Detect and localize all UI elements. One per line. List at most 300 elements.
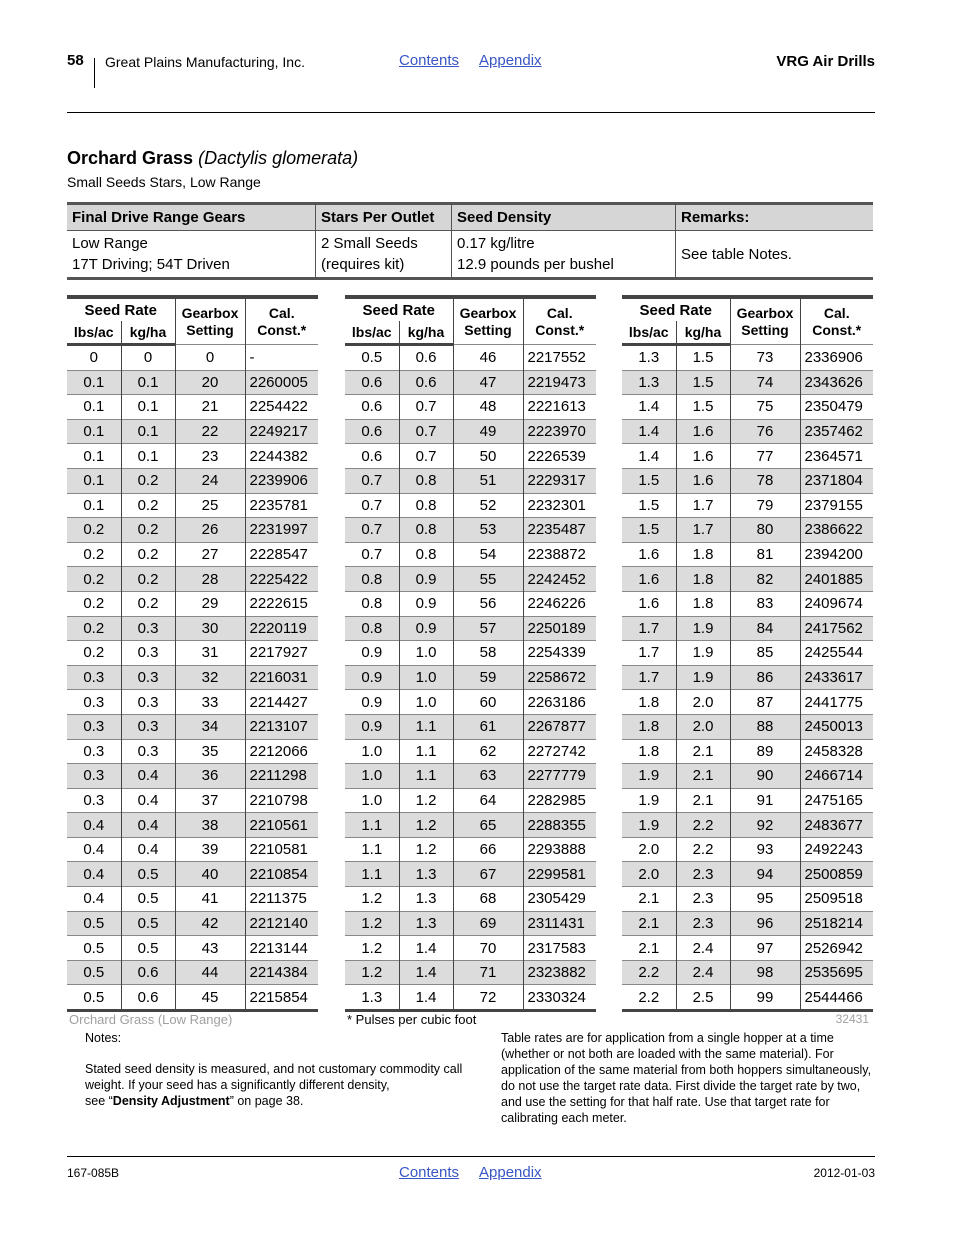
kg-ha-cell: 1.1 [399,764,453,789]
cal-const-cell: 2211375 [245,887,318,912]
table-row [622,887,873,912]
lbs-ac-cell: 1.4 [622,444,676,469]
gearbox-setting-cell: 95 [730,887,800,912]
lbs-ac-cell: 1.6 [622,567,676,592]
table-row [345,985,596,1011]
cal-const-cell: 2212066 [245,739,318,764]
gearbox-setting-cell: 92 [730,813,800,838]
gearbox-setting-cell: 60 [453,690,523,715]
table-row [622,936,873,961]
cal-const-cell: 2214427 [245,690,318,715]
gearbox-setting-cell: 32 [175,665,245,690]
cal-const-cell: 2441775 [800,690,873,715]
cal-const-cell: 2343626 [800,370,873,395]
gearbox-setting-cell: 47 [453,370,523,395]
cal-const-cell: - [245,345,318,371]
summary-remarks-cell: See table Notes. [676,231,874,279]
table-row [67,370,318,395]
cal-const-cell: 2210798 [245,788,318,813]
table-row [345,862,596,887]
table-row [345,468,596,493]
cal-const-cell: 2244382 [245,444,318,469]
cal-const-cell: 2364571 [800,444,873,469]
header-divider [94,58,95,88]
gearbox-setting-cell: 44 [175,960,245,985]
lbs-ac-cell: 1.5 [622,493,676,518]
header-rule [67,112,875,113]
kg-ha-cell: 0.6 [121,985,175,1011]
table-row [345,739,596,764]
table-row [67,395,318,420]
gearbox-setting-cell: 94 [730,862,800,887]
cal-const-cell: 2214384 [245,960,318,985]
lbs-ac-cell: 0.7 [345,542,399,567]
kg-ha-cell: 0.1 [121,370,175,395]
gearbox-setting-cell: 66 [453,837,523,862]
gearbox-setting-cell: 68 [453,887,523,912]
gearbox-setting-cell: 77 [730,444,800,469]
table-row [345,370,596,395]
kg-ha-cell: 1.4 [399,960,453,985]
table-row [67,616,318,641]
cal-const-cell: 2219473 [523,370,596,395]
gearbox-setting-cell: 78 [730,468,800,493]
gearbox-setting-cell: 58 [453,641,523,666]
gearbox-setting-cell: 88 [730,714,800,739]
table-row [622,813,873,838]
lbs-ac-cell: 1.8 [622,739,676,764]
cal-const-cell: 2379155 [800,493,873,518]
cal-const-cell: 2535695 [800,960,873,985]
summary-gears-cell [67,231,316,279]
cal-const-cell: 2221613 [523,395,596,420]
cal-const-cell: 2223970 [523,419,596,444]
gearbox-setting-cell: 61 [453,714,523,739]
table-row [345,395,596,420]
lbs-ac-cell: 0.5 [67,911,121,936]
gearbox-setting-cell: 39 [175,837,245,862]
kg-ha-cell: 1.1 [399,739,453,764]
cal-const-cell: 2386622 [800,518,873,543]
cal-const-cell: 2238872 [523,542,596,567]
cal-const-cell: 2267877 [523,714,596,739]
seed-rate-table-2 [345,295,596,1012]
lbs-ac-cell: 1.7 [622,665,676,690]
table-row [67,345,318,371]
gearbox-setting-cell: 49 [453,419,523,444]
lbs-ac-cell: 2.2 [622,985,676,1011]
kg-ha-cell: 1.4 [399,936,453,961]
cal-const-cell: 2211298 [245,764,318,789]
contents-link[interactable]: Contents [399,52,460,69]
cal-const-cell: 2254422 [245,395,318,420]
lbs-ac-cell: 2.0 [622,862,676,887]
lbs-ac-cell: 0.6 [345,395,399,420]
lbs-ac-cell: 2.1 [622,936,676,961]
kg-ha-cell: 0.7 [399,444,453,469]
table-row [622,714,873,739]
gearbox-setting-cell: 98 [730,960,800,985]
kg-ha-cell: 1.0 [399,690,453,715]
cal-const-cell: 2417562 [800,616,873,641]
lbs-ac-cell: 0.9 [345,665,399,690]
table-row [622,345,873,371]
cal-const-cell: 2217552 [523,345,596,371]
table-row [67,887,318,912]
summary-header-remarks: Remarks: [676,204,874,231]
notes-page-ref: ” on page 38. [229,1094,304,1108]
lbs-ac-cell: 0.5 [67,936,121,961]
table-row [345,936,596,961]
kg-ha-cell: 0.9 [399,567,453,592]
gearbox-setting-cell: 43 [175,936,245,961]
lbs-ac-cell: 1.2 [345,911,399,936]
gearbox-setting-cell: 76 [730,419,800,444]
lbs-ac-cell: 2.1 [622,887,676,912]
gearbox-setting-cell: 90 [730,764,800,789]
gearbox-setting-cell: 82 [730,567,800,592]
kg-ha-cell: 1.7 [676,518,730,543]
table-row [622,542,873,567]
table-row [622,444,873,469]
lbs-ac-cell: 0.1 [67,419,121,444]
notes-right: Table rates are for application from a single hopper at a time (whether or not both are loaded with the same material). For application of the same material from both hoppers simultaneously, do not use the target rate data. First divide the target rate by two, and use the setting for that half rate. Use that target rate for calibrating each meter. [501,1031,872,1125]
cal-const-cell: 2500859 [800,862,873,887]
gearbox-setting-cell: 23 [175,444,245,469]
lbs-ac-cell: 1.1 [345,862,399,887]
footer-appendix-link[interactable]: Appendix [479,1164,542,1181]
gearbox-setting-cell: 70 [453,936,523,961]
table-row [622,739,873,764]
kg-ha-cell: 1.0 [399,641,453,666]
table-row [345,616,596,641]
lbs-ac-cell: 0.2 [67,641,121,666]
density-imperial: 12.9 pounds per bushel [457,256,614,273]
table-row [67,813,318,838]
summary-stars-cell [316,231,452,279]
kg-ha-cell: 1.9 [676,641,730,666]
lbs-ac-cell: 0.2 [67,567,121,592]
cal-const-cell: 2220119 [245,616,318,641]
table-row [622,911,873,936]
table-row [345,518,596,543]
table-row [67,739,318,764]
cal-const-cell: 2254339 [523,641,596,666]
gearbox-setting-cell: 93 [730,837,800,862]
cal-const-cell: 2235487 [523,518,596,543]
lbs-ac-cell: 0.3 [67,690,121,715]
kg-ha-cell: 0.3 [121,690,175,715]
table-row [622,370,873,395]
cal-const-cell: 2458328 [800,739,873,764]
gearbox-setting-cell: 33 [175,690,245,715]
table-row [345,960,596,985]
figure-id: 32431 [835,1012,869,1026]
table-row [345,665,596,690]
table-row [622,764,873,789]
lbs-ac-cell: 0.2 [67,518,121,543]
kg-ha-header: kg/ha [399,321,453,345]
table-row [67,419,318,444]
table-row [345,567,596,592]
cal-const-cell: 2258672 [523,665,596,690]
table-row [622,985,873,1011]
lbs-ac-cell: 1.8 [622,690,676,715]
gearbox-setting-cell: 97 [730,936,800,961]
gearbox-setting-cell: 59 [453,665,523,690]
table-row [67,444,318,469]
seed-rate-table-3 [622,295,873,1012]
table-row [345,887,596,912]
kg-ha-cell: 1.3 [399,887,453,912]
cal-const-cell: 2492243 [800,837,873,862]
table-row [345,641,596,666]
lbs-ac-cell: 1.2 [345,936,399,961]
cal-const-cell: 2282985 [523,788,596,813]
kg-ha-cell: 1.9 [676,665,730,690]
table-row [67,911,318,936]
table-row [622,518,873,543]
kg-ha-cell: 2.3 [676,887,730,912]
table-row [622,591,873,616]
kg-ha-cell: 0.2 [121,591,175,616]
lbs-ac-cell: 1.3 [345,985,399,1011]
gearbox-setting-cell: 86 [730,665,800,690]
kg-ha-cell: 2.3 [676,862,730,887]
cal-const-cell: 2246226 [523,591,596,616]
summary-table [67,202,873,280]
gearbox-setting-cell: 80 [730,518,800,543]
kg-ha-cell: 2.2 [676,837,730,862]
gearbox-setting-cell: 41 [175,887,245,912]
lbs-ac-cell: 1.9 [622,764,676,789]
cal-const-cell: 2242452 [523,567,596,592]
kg-ha-cell: 0.2 [121,567,175,592]
cal-const-cell: 2544466 [800,985,873,1011]
lbs-ac-cell: 1.7 [622,641,676,666]
lbs-ac-cell: 1.5 [622,468,676,493]
kg-ha-cell: 0.5 [121,911,175,936]
page-number: 58 [67,52,84,69]
gearbox-setting-cell: 57 [453,616,523,641]
kg-ha-cell: 2.2 [676,813,730,838]
cal-const-cell: 2216031 [245,665,318,690]
lbs-ac-cell: 1.0 [345,788,399,813]
table-row [622,690,873,715]
gearbox-setting-cell: 67 [453,862,523,887]
kg-ha-cell: 0.1 [121,419,175,444]
cal-const-cell: 2336906 [800,345,873,371]
lbs-ac-cell: 0.9 [345,714,399,739]
lbs-ac-cell: 2.2 [622,960,676,985]
gearbox-setting-cell: 29 [175,591,245,616]
cal-const-cell: 2475165 [800,788,873,813]
lbs-ac-cell: 0.4 [67,862,121,887]
table-row [345,345,596,371]
cal-const-cell: 2210581 [245,837,318,862]
table-row [345,419,596,444]
table-row [345,837,596,862]
kg-ha-cell: 0.3 [121,714,175,739]
lbs-ac-cell: 1.5 [622,518,676,543]
table-row [622,468,873,493]
lbs-ac-cell: 1.4 [622,395,676,420]
cal-const-header: Cal. Const.* [245,297,318,345]
lbs-ac-cell: 0.6 [345,444,399,469]
table-row [622,862,873,887]
kg-ha-cell: 1.8 [676,591,730,616]
gearbox-setting-cell: 89 [730,739,800,764]
gearbox-setting-cell: 65 [453,813,523,838]
cal-const-cell: 2305429 [523,887,596,912]
lbs-ac-cell: 0.8 [345,616,399,641]
table-row [67,591,318,616]
lbs-ac-cell: 0.1 [67,468,121,493]
cal-const-cell: 2225422 [245,567,318,592]
crop-latin-name: (Dactylis glomerata) [198,148,359,168]
gearbox-setting-cell: 72 [453,985,523,1011]
table-row [67,714,318,739]
kg-ha-cell: 1.3 [399,862,453,887]
kg-ha-cell: 2.3 [676,911,730,936]
cal-const-cell: 2401885 [800,567,873,592]
lbs-ac-cell: 1.6 [622,591,676,616]
footer-contents-link[interactable]: Contents [399,1164,460,1181]
lbs-ac-cell: 1.3 [622,370,676,395]
table-row [622,419,873,444]
table-row [67,518,318,543]
kg-ha-cell: 0.9 [399,591,453,616]
gears-teeth: 17T Driving; 54T Driven [72,256,230,273]
table-row [345,690,596,715]
cal-const-cell: 2263186 [523,690,596,715]
lbs-ac-cell: 0.4 [67,813,121,838]
kg-ha-cell: 0.5 [121,936,175,961]
kg-ha-cell: 2.5 [676,985,730,1011]
gearbox-header: Gearbox Setting [453,297,523,345]
cal-const-cell: 2518214 [800,911,873,936]
kg-ha-cell: 1.3 [399,911,453,936]
cal-const-cell: 2212140 [245,911,318,936]
kg-ha-header: kg/ha [676,321,730,345]
cal-const-cell: 2213107 [245,714,318,739]
gearbox-header: Gearbox Setting [730,297,800,345]
footer-rule [67,1156,875,1157]
cal-const-cell: 2229317 [523,468,596,493]
lbs-ac-cell: 1.1 [345,837,399,862]
stars-note: (requires kit) [321,256,405,273]
kg-ha-cell: 0.2 [121,468,175,493]
gearbox-setting-cell: 85 [730,641,800,666]
cal-const-cell: 2277779 [523,764,596,789]
lbs-ac-cell: 0.3 [67,665,121,690]
gearbox-setting-cell: 35 [175,739,245,764]
lbs-ac-cell: 0.5 [67,985,121,1011]
kg-ha-cell: 1.2 [399,813,453,838]
lbs-ac-cell: 0.2 [67,542,121,567]
doc-code: 167-085B [67,1166,120,1180]
kg-ha-cell: 0.4 [121,764,175,789]
document-title: VRG Air Drills [776,53,875,70]
kg-ha-cell: 0.4 [121,788,175,813]
cal-const-cell: 2239906 [245,468,318,493]
appendix-link[interactable]: Appendix [479,52,542,69]
kg-ha-header: kg/ha [121,321,175,345]
company-name: Great Plains Manufacturing, Inc. [105,54,305,70]
gearbox-setting-cell: 31 [175,641,245,666]
kg-ha-cell: 1.4 [399,985,453,1011]
gearbox-setting-cell: 48 [453,395,523,420]
table-row [345,493,596,518]
lbs-ac-cell: 1.0 [345,739,399,764]
footnote: * Pulses per cubic foot [347,1012,477,1027]
cal-const-cell: 2450013 [800,714,873,739]
gearbox-setting-cell: 69 [453,911,523,936]
cal-const-cell: 2213144 [245,936,318,961]
lbs-ac-cell: 0.7 [345,468,399,493]
table-caption: Orchard Grass (Low Range) [69,1012,233,1027]
gearbox-setting-cell: 83 [730,591,800,616]
table-row [67,862,318,887]
kg-ha-cell: 2.0 [676,714,730,739]
gearbox-setting-cell: 71 [453,960,523,985]
section-subtitle: Small Seeds Stars, Low Range [67,174,261,190]
table-row [345,542,596,567]
table-row [67,542,318,567]
gearbox-setting-cell: 55 [453,567,523,592]
cal-const-cell: 2371804 [800,468,873,493]
gearbox-setting-cell: 30 [175,616,245,641]
table-row [67,665,318,690]
cal-const-header: Cal. Const.* [523,297,596,345]
gearbox-setting-cell: 52 [453,493,523,518]
gearbox-header: Gearbox Setting [175,297,245,345]
gears-range: Low Range [72,235,148,252]
gearbox-setting-cell: 54 [453,542,523,567]
cal-const-cell: 2249217 [245,419,318,444]
kg-ha-cell: 1.8 [676,542,730,567]
table-row [622,960,873,985]
lbs-ac-cell: 0.7 [345,518,399,543]
kg-ha-cell: 0.2 [121,493,175,518]
cal-const-cell: 2215854 [245,985,318,1011]
lbs-ac-cell: 0.4 [67,837,121,862]
lbs-ac-cell: 1.0 [345,764,399,789]
gearbox-setting-cell: 62 [453,739,523,764]
lbs-ac-cell: 1.9 [622,788,676,813]
table-row [67,936,318,961]
cal-const-cell: 2425544 [800,641,873,666]
kg-ha-cell: 0.3 [121,739,175,764]
kg-ha-cell: 0.6 [399,345,453,371]
cal-const-cell: 2231997 [245,518,318,543]
lbs-ac-cell: 0.5 [67,960,121,985]
cal-const-cell: 2483677 [800,813,873,838]
gearbox-setting-cell: 64 [453,788,523,813]
gearbox-setting-cell: 51 [453,468,523,493]
cal-const-cell: 2210561 [245,813,318,838]
cal-const-cell: 2394200 [800,542,873,567]
lbs-ac-cell: 1.6 [622,542,676,567]
table-row [67,468,318,493]
gearbox-setting-cell: 45 [175,985,245,1011]
lbs-ac-cell: 0.7 [345,493,399,518]
lbs-ac-cell: 1.9 [622,813,676,838]
cal-const-cell: 2210854 [245,862,318,887]
lbs-ac-cell: 0.1 [67,395,121,420]
gearbox-setting-cell: 42 [175,911,245,936]
lbs-ac-cell: 0.5 [345,345,399,371]
